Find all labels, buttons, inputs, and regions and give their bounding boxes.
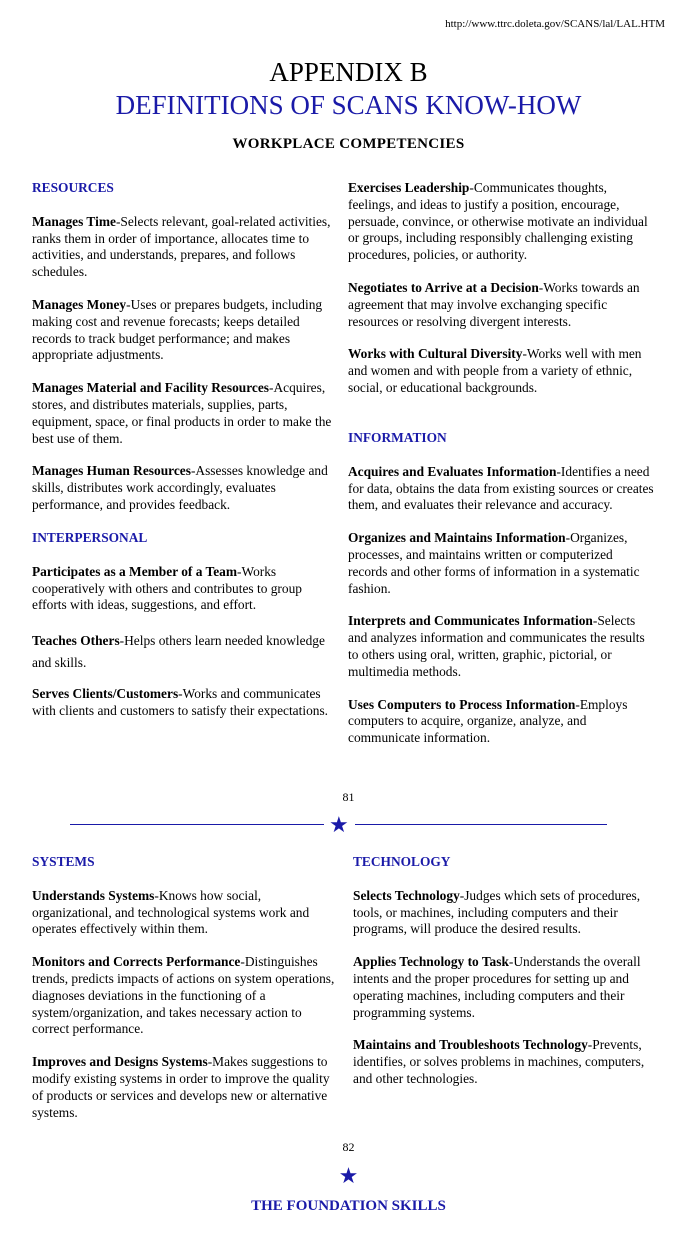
star-icon: ★ bbox=[329, 812, 349, 837]
interpersonal-heading: INTERPERSONAL bbox=[32, 530, 148, 545]
appendix-subtitle: DEFINITIONS OF SCANS KNOW-HOW bbox=[115, 90, 582, 120]
entry-def: -Selects relevant, goal-related activities, ranks them in order of importance, allocates time to activities, and understands, prepares, and follows schedules. bbox=[32, 213, 331, 280]
entry-negotiates bbox=[348, 280, 654, 330]
entry-acquires-information bbox=[348, 464, 654, 514]
entry-term: Negotiates to Arrive at a Decision bbox=[348, 279, 539, 295]
entry-cultural-diversity bbox=[348, 346, 654, 396]
entry-manages-material bbox=[32, 380, 332, 447]
appendix-title: APPENDIX B bbox=[269, 57, 428, 87]
entry-def: -Works cooperatively with others and contributes to group efforts with ideas, suggestions, and effort. bbox=[32, 563, 302, 613]
entry-term: Understands Systems bbox=[32, 887, 155, 903]
technology-heading: TECHNOLOGY bbox=[353, 854, 451, 869]
entry-def: -Uses or prepares budgets, including making cost and revenue forecasts; keeps detailed records to track budget performance; and makes appropriate adjustments. bbox=[32, 296, 323, 363]
entry-term: Organizes and Maintains Information bbox=[348, 530, 566, 546]
resources-heading: RESOURCES bbox=[32, 180, 114, 195]
page-number: 82 bbox=[342, 1140, 355, 1154]
entry-def: -Distinguishes trends, predicts impacts of actions on system operations, diagnoses deviations in the functioning of a system/organization, and takes necessary action to correct performance. bbox=[32, 954, 335, 1037]
resources-section bbox=[32, 180, 332, 514]
entry-term: Applies Technology to Task bbox=[353, 954, 509, 970]
right-column-top bbox=[348, 180, 654, 397]
entry-def: -Employs computers to acquire, organize, analyze, and communicate information. bbox=[348, 696, 628, 746]
entry-def: -Understands the overall intents and the proper procedures for setting up and operating machines, including computers and their programming systems. bbox=[353, 954, 641, 1020]
entry-def: -Works well with men and women and with people from a variety of ethnic, social, or educational backgrounds. bbox=[348, 346, 642, 395]
divider-left bbox=[70, 824, 324, 825]
entry-def: -Communicates thoughts, feelings, and ideas to justify a position, encourage, persuade, convince, or otherwise motivate an individual or groups, including responsibly challenging existing procedures, policies, or authority. bbox=[348, 180, 648, 263]
entry-def: -Works and communicates with clients and customers to satisfy their expectations. bbox=[32, 686, 329, 718]
entry-term: Monitors and Corrects Performance bbox=[32, 954, 241, 970]
entry-term: Interprets and Communicates Information bbox=[348, 613, 593, 629]
entry-leadership bbox=[348, 180, 654, 264]
entry-serves-clients bbox=[32, 686, 332, 720]
entry-term: Manages Material and Facility Resources bbox=[32, 380, 270, 396]
entry-teaches-others bbox=[32, 630, 332, 674]
entry-team-member bbox=[32, 564, 332, 614]
entry-manages-time bbox=[32, 214, 332, 281]
entry-def: -Knows how social, organizational, and technological systems work and operates effectively within them. bbox=[32, 887, 310, 937]
entry-improves-systems bbox=[32, 1054, 336, 1121]
entry-interprets-information bbox=[348, 613, 654, 680]
entry-term: Exercises Leadership bbox=[348, 180, 470, 195]
divider-right bbox=[355, 824, 607, 825]
entry-term: Teaches Others bbox=[32, 633, 120, 649]
entry-term: Manages Time bbox=[32, 213, 116, 229]
entry-def: -Works towards an agreement that may involve exchanging specific resources or resolving divergent interests. bbox=[348, 279, 640, 329]
entry-def: -Helps others learn needed knowledge and skills. bbox=[32, 633, 325, 671]
entry-def: -Assesses knowledge and skills, distributes work accordingly, evaluates performance, and provides feedback. bbox=[32, 463, 328, 512]
entry-term: Manages Human Resources bbox=[32, 463, 191, 479]
entry-term: Works with Cultural Diversity bbox=[348, 346, 523, 362]
entry-term: Manages Money bbox=[32, 296, 127, 312]
star-icon: ★ bbox=[338, 1163, 359, 1188]
entry-term: Serves Clients/Customers bbox=[32, 686, 179, 702]
entry-manages-human-resources bbox=[32, 463, 332, 513]
entry-def: -Makes suggestions to modify existing systems in order to improve the quality of products or services and develops new or alternative systems. bbox=[32, 1054, 330, 1120]
entry-applies-technology bbox=[353, 954, 653, 1021]
entry-term: Participates as a Member of a Team bbox=[32, 563, 238, 579]
interpersonal-section bbox=[32, 530, 332, 720]
entry-maintains-technology bbox=[353, 1037, 653, 1087]
entry-def: -Judges which sets of procedures, tools, or machines, including computers and their programs, will produce the desired results. bbox=[353, 887, 641, 937]
entry-understands-systems bbox=[32, 888, 336, 938]
foundation-skills-heading: THE FOUNDATION SKILLS bbox=[251, 1198, 446, 1214]
entry-organizes-information bbox=[348, 530, 654, 597]
information-section bbox=[348, 430, 654, 747]
entry-term: Improves and Designs Systems bbox=[32, 1054, 208, 1070]
entry-def: -Organizes, processes, and maintains written or computerized records and other forms of information in a systematic fashion. bbox=[348, 530, 640, 596]
entry-term: Uses Computers to Process Information bbox=[348, 696, 576, 712]
entry-def: -Acquires, stores, and distributes materials, supplies, parts, equipment, space, or final products in order to make the best use of them. bbox=[32, 380, 332, 446]
entry-def: -Prevents, identifies, or solves problems in machines, computers, and other technologies. bbox=[353, 1037, 645, 1086]
systems-heading: SYSTEMS bbox=[32, 854, 95, 869]
entry-monitors-performance bbox=[32, 954, 336, 1038]
entry-term: Maintains and Troubleshoots Technology bbox=[353, 1037, 588, 1053]
entry-manages-money bbox=[32, 297, 332, 364]
systems-section bbox=[32, 854, 336, 1121]
entry-term: Acquires and Evaluates Information bbox=[348, 463, 557, 479]
entry-def: -Identifies a need for data, obtains the data from existing sources or creates them, and evaluates their relevance and accuracy. bbox=[348, 463, 654, 513]
section-title: WORKPLACE COMPETENCIES bbox=[232, 136, 465, 152]
source-url: http://www.ttrc.doleta.gov/SCANS/lal/LAL.HTM bbox=[445, 18, 665, 30]
entry-selects-technology bbox=[353, 888, 653, 938]
technology-section bbox=[353, 854, 653, 1088]
page-number: 81 bbox=[342, 790, 355, 804]
entry-term: Selects Technology bbox=[353, 887, 460, 903]
entry-def: -Selects and analyzes information and communicates the results to others using oral, written, graphic, pictorial, or multimedia methods. bbox=[348, 613, 645, 679]
information-heading: INFORMATION bbox=[348, 430, 447, 445]
entry-uses-computers bbox=[348, 697, 654, 747]
